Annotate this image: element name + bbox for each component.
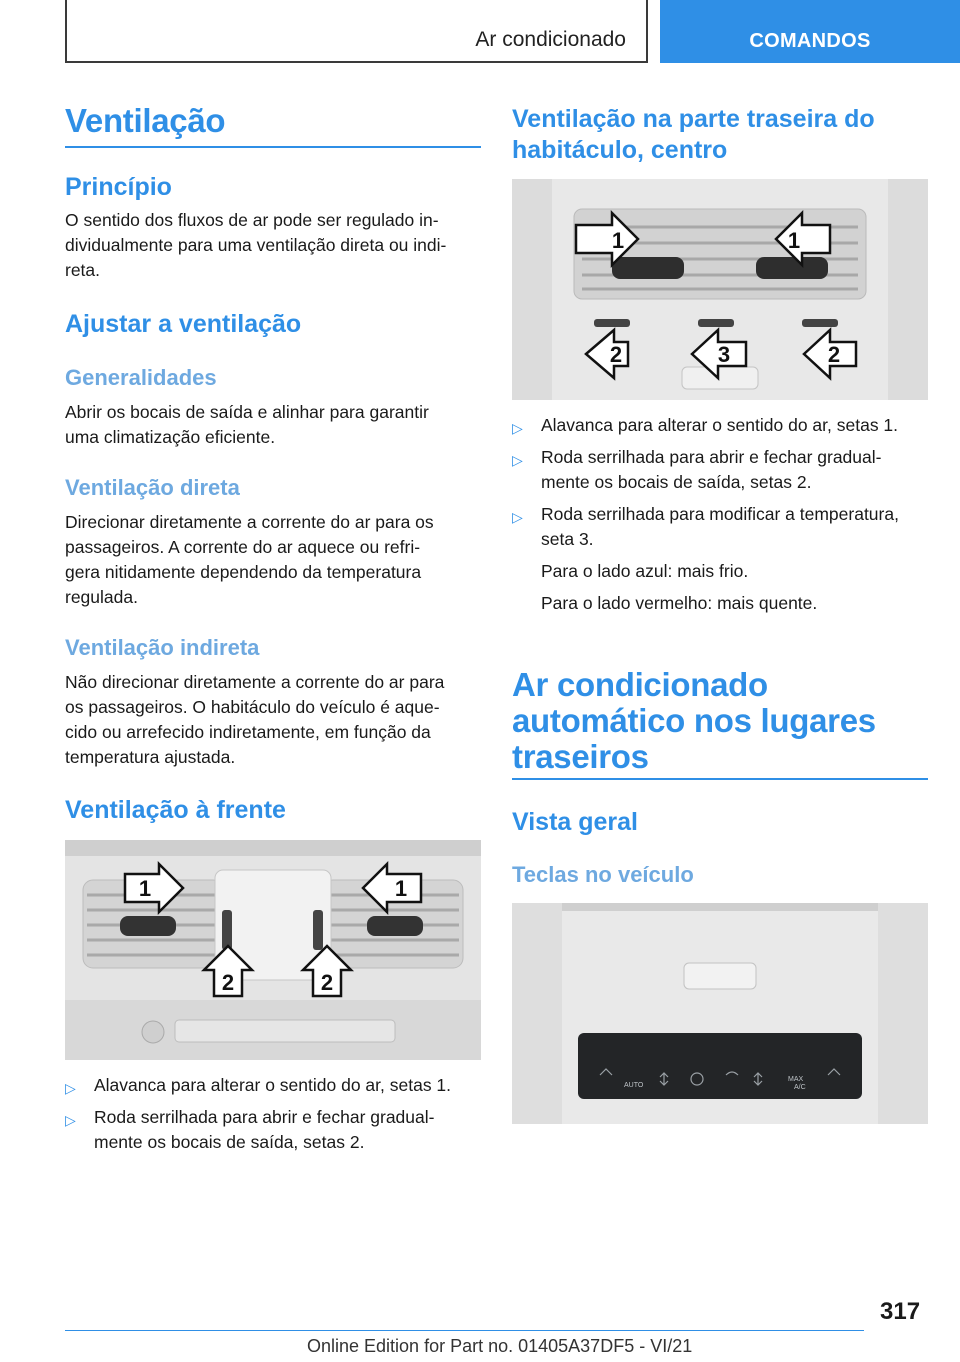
arrow-label: 2: [221, 970, 235, 995]
arrow-label: 1: [394, 876, 408, 901]
heading-ventilacao-indireta: Ventilação indireta: [65, 635, 260, 660]
bullet-line: Alavanca para alterar o sentido do ar, setas 1.: [94, 1075, 452, 1095]
direta-line: Direcionar diretamente a corrente do ar para os: [65, 512, 434, 532]
arrow-label: 2: [609, 342, 623, 367]
arrow-label: 1: [138, 876, 152, 901]
heading-ventilacao-frente: Ventilação à frente: [65, 796, 286, 824]
triangle-bullet-icon: ▷: [512, 509, 523, 525]
heading-principio: Princípio: [65, 173, 172, 201]
principio-text: [65, 208, 481, 283]
note-cold: Para o lado azul: mais frio.: [541, 561, 749, 581]
bullet-line: mente os bocais de saída, setas 2.: [94, 1132, 365, 1152]
list-item: [65, 1073, 481, 1098]
generalidades-text: [65, 400, 481, 450]
direta-line: passageiros. A corrente do ar aquece ou refri-: [65, 537, 421, 557]
front-vents-figure: [65, 840, 481, 1060]
page-title: Ventilação: [65, 102, 226, 139]
frente-bullet-list: [65, 1073, 481, 1155]
triangle-bullet-icon: ▷: [65, 1080, 76, 1096]
heading-ventilacao-direta: Ventilação direta: [65, 475, 240, 500]
heading-line: Ventilação na parte traseira do: [512, 105, 875, 133]
list-item: [65, 1105, 481, 1155]
section-title-auto-ac: [512, 667, 876, 775]
heading-traseira: [512, 104, 875, 166]
triangle-bullet-icon: ▷: [65, 1112, 76, 1128]
bullet-line: Roda serrilhada para abrir e fechar gradual-: [94, 1107, 435, 1127]
bullet-line: mente os bocais de saída, setas 2.: [541, 472, 812, 492]
panel-label-max: MAX: [788, 1076, 804, 1083]
header-chapter-label: COMANDOS: [749, 30, 871, 52]
title-line: automático nos lugares: [512, 702, 876, 739]
bullet-line: Roda serrilhada para modificar a temperatura,: [541, 504, 899, 524]
panel-label-auto: AUTO: [624, 1082, 644, 1089]
indireta-line: temperatura ajustada.: [65, 747, 236, 767]
heading-generalidades: Generalidades: [65, 365, 217, 390]
arrow-label: 2: [320, 970, 334, 995]
arrow-label: 3: [717, 342, 731, 367]
arrow-label: 1: [611, 228, 625, 253]
principio-line: O sentido dos fluxos de ar pode ser regulado in-: [65, 210, 439, 230]
page-number: 317: [880, 1298, 921, 1325]
direta-text: [65, 510, 481, 610]
list-item: [512, 502, 928, 552]
indireta-line: cido ou arrefecido indiretamente, em função da: [65, 722, 431, 742]
triangle-bullet-icon: ▷: [512, 452, 523, 468]
section-rule: [512, 778, 928, 780]
direta-line: gera nitidamente dependendo da temperatura: [65, 562, 422, 582]
title-line: Ar condicionado: [512, 666, 768, 703]
note-hot: Para o lado vermelho: mais quente.: [541, 593, 818, 613]
traseira-bullet-list: [512, 413, 928, 616]
indireta-text: [65, 670, 481, 770]
indireta-line: os passageiros. O habitáculo do veículo é aque-: [65, 697, 440, 717]
rear-vents-figure: [512, 179, 928, 400]
title-line: traseiros: [512, 738, 649, 775]
heading-vista-geral: Vista geral: [512, 808, 639, 836]
rear-ac-panel-figure: [512, 903, 928, 1124]
principio-line: reta.: [65, 260, 101, 280]
header-chapter-tab[interactable]: [660, 0, 960, 63]
header-section-title: Ar condicionado: [475, 28, 626, 51]
generalidades-line: Abrir os bocais de saída e alinhar para garantir: [65, 402, 429, 422]
direta-line: regulada.: [65, 587, 138, 607]
list-item: [512, 445, 928, 495]
triangle-bullet-icon: ▷: [512, 420, 523, 436]
heading-ajustar: Ajustar a ventilação: [65, 310, 302, 338]
footer-rule: [65, 1330, 864, 1331]
generalidades-line: uma climatização eficiente.: [65, 427, 276, 447]
heading-line: habitáculo, centro: [512, 136, 728, 164]
principio-line: dividualmente para uma ventilação direta ou indi-: [65, 235, 447, 255]
title-rule: [65, 146, 481, 148]
indireta-line: Não direcionar diretamente a corrente do ar para: [65, 672, 445, 692]
bullet-line: Alavanca para alterar o sentido do ar, setas 1.: [541, 415, 899, 435]
list-item: [512, 413, 928, 438]
bullet-line: seta 3.: [541, 529, 594, 549]
arrow-label: 1: [787, 228, 801, 253]
bullet-line: Roda serrilhada para abrir e fechar gradual-: [541, 447, 882, 467]
panel-label-ac: A/C: [794, 1084, 806, 1091]
footer-edition: Online Edition for Part no. 01405A37DF5 - VI/21: [307, 1336, 693, 1356]
header-frame: [65, 0, 648, 63]
arrow-label: 2: [827, 342, 841, 367]
heading-teclas: Teclas no veículo: [512, 862, 694, 887]
